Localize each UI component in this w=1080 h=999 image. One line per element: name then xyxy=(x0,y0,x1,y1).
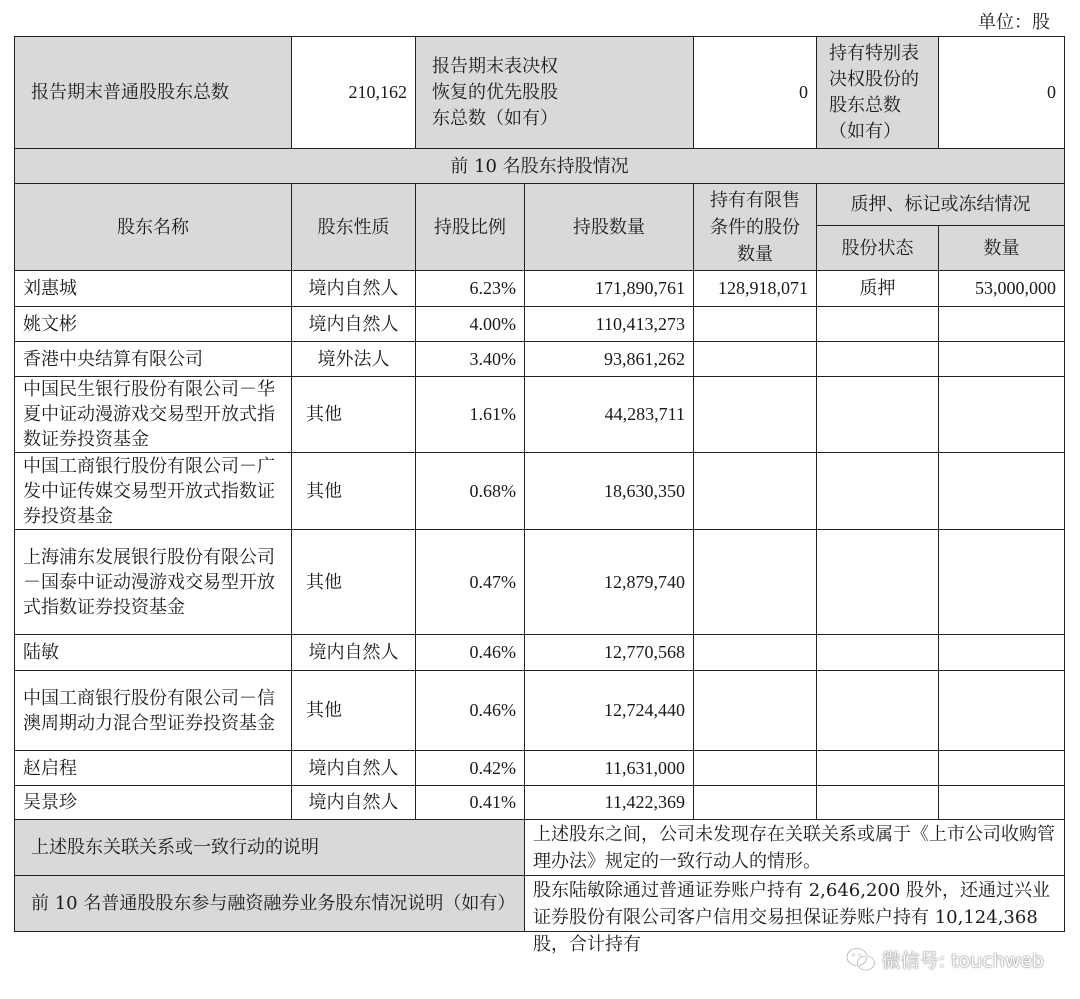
holder-name: 吴景珍 xyxy=(15,786,292,820)
margin-text: 股东陆敏除通过普通证券账户持有 2,646,200 股外，还通过兴业证券股份有限公司客户信用交易担保证券账户持有 10,124,368 股，合计持有 xyxy=(533,879,1051,955)
holder-name: 中国工商银行股份有限公司－信澳周期动力混合型证券投资基金 xyxy=(15,671,292,751)
holder-name: 中国工商银行股份有限公司－广发中证传媒交易型开放式指数证券投资基金 xyxy=(15,453,292,530)
holder-name: 刘惠城 xyxy=(15,271,292,307)
total-holders-value: 210,162 xyxy=(292,37,416,149)
special-holders-value: 0 xyxy=(939,37,1065,149)
holder-ratio: 6.23% xyxy=(416,271,525,307)
holder-status xyxy=(817,342,939,377)
table-row xyxy=(15,635,1065,671)
relation-label: 上述股东关联关系或一致行动的说明 xyxy=(15,820,525,876)
table-row xyxy=(15,786,1065,820)
holder-nature: 其他 xyxy=(292,530,416,635)
holder-restricted: 128,918,071 xyxy=(694,271,817,307)
holder-ratio: 0.46% xyxy=(416,635,525,671)
summary-row xyxy=(15,37,1065,149)
holder-quantity: 18,630,350 xyxy=(525,453,694,530)
holder-status xyxy=(817,307,939,342)
holder-status xyxy=(817,786,939,820)
holder-quantity: 93,861,262 xyxy=(525,342,694,377)
holder-restricted xyxy=(694,671,817,751)
holder-quantity: 11,631,000 xyxy=(525,751,694,786)
table-row xyxy=(15,671,1065,751)
relation-text: 上述股东之间，公司未发现存在关联关系或属于《上市公司收购管理办法》规定的一致行动人的情形。 xyxy=(525,820,1065,876)
holder-nature: 其他 xyxy=(292,377,416,453)
holder-nature: 境内自然人 xyxy=(292,635,416,671)
section-title: 前 10 名股东持股情况 xyxy=(15,149,1065,184)
holder-ratio: 0.47% xyxy=(416,530,525,635)
holder-ratio: 0.46% xyxy=(416,671,525,751)
margin-label: 前 10 名普通股股东参与融资融券业务股东情况说明（如有） xyxy=(15,876,525,932)
holder-restricted xyxy=(694,377,817,453)
watermark-text: 微信号: touchweb xyxy=(881,950,1044,972)
watermark xyxy=(846,946,1044,973)
table-row xyxy=(15,271,1065,307)
holder-status xyxy=(817,530,939,635)
header-row-1 xyxy=(15,184,1065,226)
holder-status xyxy=(817,751,939,786)
table-row xyxy=(15,377,1065,453)
holder-amount xyxy=(939,530,1065,635)
holder-restricted xyxy=(694,751,817,786)
header-pledge-group: 质押、标记或冻结情况 xyxy=(817,184,1065,226)
holder-status xyxy=(817,671,939,751)
table-row xyxy=(15,530,1065,635)
holder-nature: 境外法人 xyxy=(292,342,416,377)
holder-amount xyxy=(939,342,1065,377)
holder-nature: 境内自然人 xyxy=(292,307,416,342)
holder-amount xyxy=(939,307,1065,342)
holder-quantity: 110,413,273 xyxy=(525,307,694,342)
pref-holders-label xyxy=(416,37,694,149)
holder-restricted xyxy=(694,786,817,820)
holder-name: 上海浦东发展银行股份有限公司－国泰中证动漫游戏交易型开放式指数证券投资基金 xyxy=(15,530,292,635)
header-name: 股东名称 xyxy=(15,184,292,271)
holder-quantity: 12,724,440 xyxy=(525,671,694,751)
holder-restricted xyxy=(694,307,817,342)
holder-nature: 其他 xyxy=(292,671,416,751)
holder-amount: 53,000,000 xyxy=(939,271,1065,307)
margin-text-cell xyxy=(525,876,1065,955)
holder-ratio: 4.00% xyxy=(416,307,525,342)
table-row xyxy=(15,307,1065,342)
holder-restricted xyxy=(694,453,817,530)
holder-amount xyxy=(939,671,1065,751)
holder-nature: 境内自然人 xyxy=(292,786,416,820)
unit-label: 单位：股 xyxy=(978,12,1050,33)
holder-ratio: 1.61% xyxy=(416,377,525,453)
holder-status: 质押 xyxy=(817,271,939,307)
holder-nature: 其他 xyxy=(292,453,416,530)
header-nature: 股东性质 xyxy=(292,184,416,271)
total-holders-label: 报告期末普通股股东总数 xyxy=(15,37,292,149)
holder-quantity: 44,283,711 xyxy=(525,377,694,453)
holder-ratio: 3.40% xyxy=(416,342,525,377)
holder-name: 赵启程 xyxy=(15,751,292,786)
shareholder-table xyxy=(14,36,1065,955)
holder-quantity: 12,879,740 xyxy=(525,530,694,635)
holder-amount xyxy=(939,786,1065,820)
holder-ratio: 0.42% xyxy=(416,751,525,786)
holder-nature: 境内自然人 xyxy=(292,751,416,786)
holder-amount xyxy=(939,751,1065,786)
header-amount: 数量 xyxy=(939,226,1065,271)
holder-status xyxy=(817,635,939,671)
holder-amount xyxy=(939,635,1065,671)
holder-name: 姚文彬 xyxy=(15,307,292,342)
holder-name: 中国民生银行股份有限公司－华夏中证动漫游戏交易型开放式指数证券投资基金 xyxy=(15,377,292,453)
header-quantity: 持股数量 xyxy=(525,184,694,271)
pref-holders-label-text: 报告期末表决权恢复的优先股股东总数（如有） xyxy=(432,55,558,129)
holder-status xyxy=(817,377,939,453)
holder-quantity: 11,422,369 xyxy=(525,786,694,820)
header-ratio: 持股比例 xyxy=(416,184,525,271)
table-row xyxy=(15,453,1065,530)
holder-ratio: 0.41% xyxy=(416,786,525,820)
wechat-icon xyxy=(846,947,876,973)
holder-amount xyxy=(939,453,1065,530)
table-row xyxy=(15,751,1065,786)
holder-name: 陆敏 xyxy=(15,635,292,671)
holder-quantity: 12,770,568 xyxy=(525,635,694,671)
pref-holders-value: 0 xyxy=(694,37,817,149)
table-row xyxy=(15,342,1065,377)
holder-amount xyxy=(939,377,1065,453)
section-title-row xyxy=(15,149,1065,184)
holder-status xyxy=(817,453,939,530)
holder-ratio: 0.68% xyxy=(416,453,525,530)
holder-restricted xyxy=(694,342,817,377)
relation-row xyxy=(15,820,1065,876)
header-restricted: 持有有限售条件的股份数量 xyxy=(694,184,817,271)
special-holders-label-text: 持有特别表决权股份的股东总数（如有） xyxy=(829,42,919,142)
holder-nature: 境内自然人 xyxy=(292,271,416,307)
holder-quantity: 171,890,761 xyxy=(525,271,694,307)
holder-restricted xyxy=(694,635,817,671)
header-status: 股份状态 xyxy=(817,226,939,271)
special-holders-label xyxy=(817,37,939,149)
margin-row xyxy=(15,876,1065,932)
holder-restricted xyxy=(694,530,817,635)
holder-name: 香港中央结算有限公司 xyxy=(15,342,292,377)
